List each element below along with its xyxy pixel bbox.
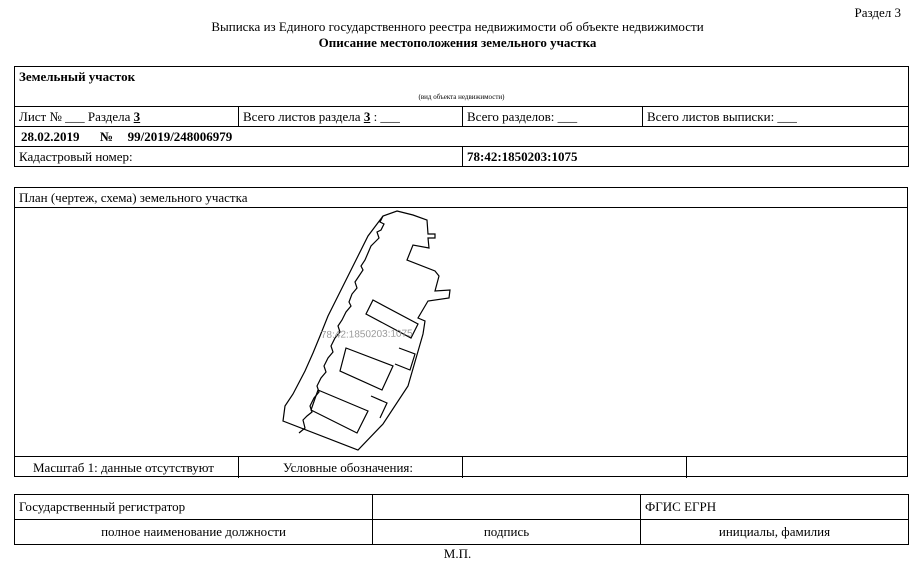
parcel-cadastral-label: 78:42:1850203:1075 (320, 328, 413, 341)
signature-table (14, 494, 909, 545)
legend-label: Условные обозначения: (239, 457, 463, 478)
record-number: 99/2019/248006979 (127, 128, 233, 144)
name-caption: инициалы, фамилия (641, 520, 909, 545)
total-section-sheets-cell (239, 107, 463, 127)
signature-field (373, 495, 641, 520)
object-type: Земельный участок (19, 69, 136, 84)
building-3 (311, 390, 368, 433)
building-5-edge (371, 396, 387, 418)
cadastral-number: 78:42:1850203:1075 (463, 147, 909, 167)
legend-cell-2 (687, 457, 909, 478)
parcel-plan-drawing (15, 208, 907, 456)
total-sections-cell: Всего разделов: ___ (463, 107, 643, 127)
record-cell (15, 127, 909, 147)
plan-heading: План (чертеж, схема) земельного участка (15, 188, 907, 208)
plan-box (14, 187, 908, 477)
object-info-table (14, 66, 909, 167)
scale-cell: Масштаб 1: данные отсутствуют (15, 457, 239, 478)
sheet-number-cell (15, 107, 239, 127)
sheet-label: Лист № ___ Раздела (19, 108, 131, 124)
record-date: 28.02.2019 (21, 128, 80, 144)
cadastral-label: Кадастровый номер: (15, 147, 463, 167)
section-number: 3 (133, 108, 141, 124)
plan-footer (15, 456, 907, 478)
record-number-sign: № (100, 128, 114, 144)
total-section-sheets-label: Всего листов раздела (243, 108, 361, 124)
total-section-sheets-value: 3 (363, 108, 371, 124)
object-type-caption: (вид объекта недвижимости) (418, 93, 505, 101)
seal-label: М.П. (443, 546, 472, 561)
signature-caption: подпись (373, 520, 641, 545)
document-subtitle: Описание местоположения земельного участка (318, 35, 597, 50)
total-section-sheets-suffix: : ___ (373, 108, 400, 124)
building-2 (340, 348, 393, 390)
total-extract-sheets-cell: Всего листов выписки: ___ (643, 107, 909, 127)
document-title: Выписка из Единого государственного реестра недвижимости об объекте недвижимости (211, 19, 704, 34)
legend-cell-1 (463, 457, 687, 478)
section-label: Раздел 3 (854, 5, 901, 20)
building-4-edge (395, 348, 415, 370)
object-type-cell (15, 67, 909, 107)
position-caption: полное наименование должности (15, 520, 373, 545)
registrar-title: Государственный регистратор (15, 495, 373, 520)
registrar-system: ФГИС ЕГРН (641, 495, 909, 520)
